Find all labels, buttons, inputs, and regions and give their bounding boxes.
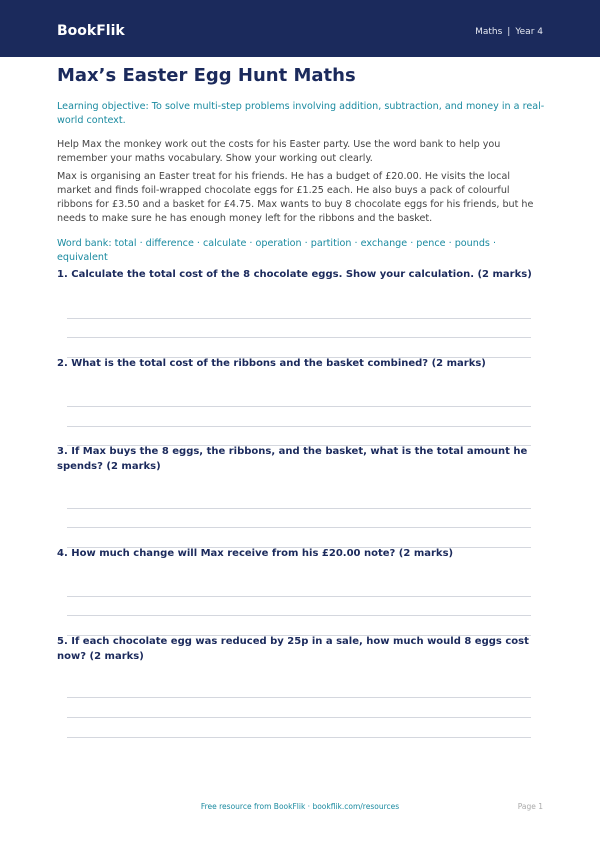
answer-line[interactable] <box>67 406 531 407</box>
answer-line[interactable] <box>67 508 531 509</box>
page-number: Page 1 <box>517 802 543 811</box>
answer-line[interactable] <box>67 426 531 427</box>
question-3: 3. If Max buys the 8 eggs, the ribbons, and the basket, what is the total amount he spends? (2 marks) <box>57 446 528 472</box>
answer-line[interactable] <box>67 318 531 319</box>
brand-logo-text: BookFlik <box>57 23 125 39</box>
question-2: 2. What is the total cost of the ribbons and the basket combined? (2 marks) <box>57 358 486 369</box>
learning-objective: Learning objective: To solve multi-step problems involving addition, subtraction, and money in a real-world context. <box>57 101 545 126</box>
page-header <box>0 0 600 57</box>
intro-paragraph: Help Max the monkey work out the costs for his Easter party. Use the word bank to help you remember your maths vocabulary. Show your working out clearly. <box>57 139 501 164</box>
year-label: Year 4 <box>515 27 543 37</box>
question-5: 5. If each chocolate egg was reduced by 25p in a sale, how much would 8 eggs cost now? (2 marks) <box>57 636 529 662</box>
question-4: 4. How much change will Max receive from his £20.00 note? (2 marks) <box>57 548 454 559</box>
answer-line[interactable] <box>67 527 531 528</box>
answer-line[interactable] <box>67 337 531 338</box>
answer-line[interactable] <box>67 615 531 616</box>
answer-line[interactable] <box>67 717 531 718</box>
meta-separator: | <box>507 27 511 37</box>
header-meta <box>475 26 543 38</box>
answer-line[interactable] <box>67 596 531 597</box>
answer-line[interactable] <box>67 737 531 738</box>
word-bank: Word bank: total · difference · calculate · operation · partition · exchange · pence · pounds · equivalent <box>57 238 497 263</box>
worksheet-title: Max’s Easter Egg Hunt Maths <box>57 65 356 86</box>
story-paragraph: Max is organising an Easter treat for his friends. He has a budget of £20.00. He visits the local market and finds foil-wrapped chocolate eggs for £1.25 each. He also buys a pack of colourful ribbons for £3.50 and a basket for £4.75. Max wants to buy 8 chocolate eggs for his friends, but he needs to make sure he has enough money left for the ribbons and the basket. <box>57 171 534 224</box>
footer-credit-link[interactable]: Free resource from BookFlik · bookflik.com/resources <box>200 802 400 811</box>
question-1: 1. Calculate the total cost of the 8 chocolate eggs. Show your calculation. (2 marks) <box>57 269 532 280</box>
answer-line[interactable] <box>67 697 531 698</box>
subject-label: Maths <box>475 27 503 37</box>
